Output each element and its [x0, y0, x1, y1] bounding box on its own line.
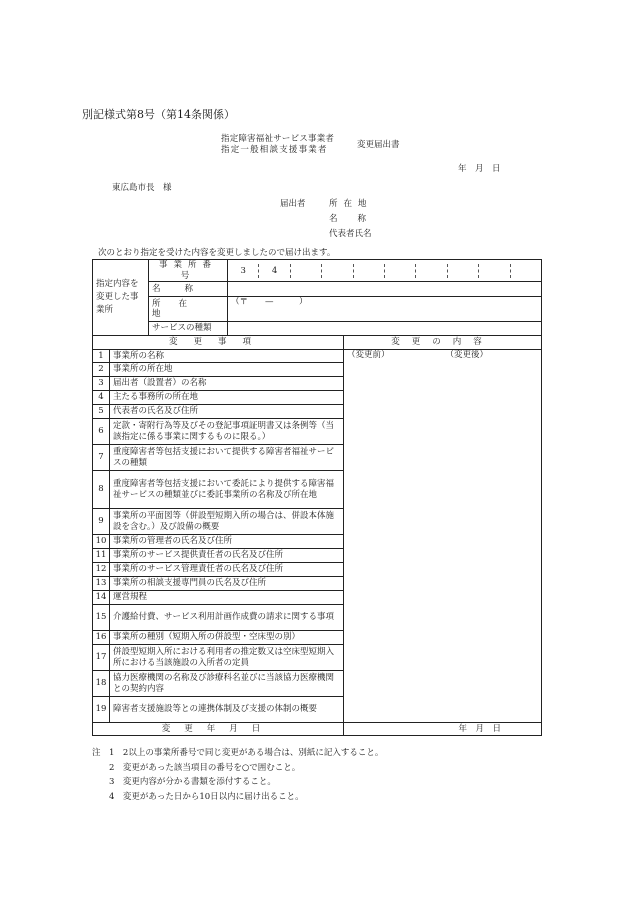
- item-text: 併設型短期入所における利用者の推定数又は空床型短期入所における当該施設の入所者の定員: [110, 645, 344, 671]
- item-number: 5: [93, 405, 110, 419]
- item-text: 事業所の平面図等（併設型短期入所の場合は、併設本体施設を含む。）及び設備の概要: [110, 509, 344, 535]
- service-type-field[interactable]: [228, 322, 542, 336]
- item-text: 重度障害者等包括支援において委託により提供する障害福祉サービスの種類並びに委託事業所の名称及び所在地: [110, 471, 344, 509]
- item-number: 2: [93, 363, 110, 377]
- item-text: 届出者（設置者）の名称: [110, 377, 344, 391]
- item-text: 事業所の種別（短期入所の併設型・空床型の別）: [110, 631, 344, 645]
- item-number: 16: [93, 631, 110, 645]
- office-number-digit[interactable]: 3: [228, 264, 259, 278]
- item-number: 10: [93, 535, 110, 549]
- item-number: 13: [93, 577, 110, 591]
- service-type-label: サービスの種類: [149, 322, 228, 336]
- item-number: 18: [93, 671, 110, 697]
- item-number: 14: [93, 591, 110, 605]
- item-text: 重度障害者等包括支援において提供する障害者福祉サービスの種類: [110, 445, 344, 471]
- note-line: 4 変更があった日から10日以内に届け出ること。: [92, 791, 304, 802]
- change-date-label: 変更年月日: [93, 723, 344, 736]
- item-number: 15: [93, 605, 110, 631]
- item-number: 7: [93, 445, 110, 471]
- item-number: 8: [93, 471, 110, 509]
- content-header: 変更の内容: [344, 336, 542, 350]
- addressee: 東広島市長 様: [112, 183, 172, 193]
- office-group-label: 指定内容を変更した事業所: [93, 260, 149, 336]
- submission-date: 年 月 日: [458, 164, 501, 174]
- items-header: 変更事項: [93, 336, 344, 350]
- after-label: （変更後）: [445, 350, 489, 360]
- office-number-digits: [228, 264, 541, 278]
- office-number-digit[interactable]: 4: [259, 264, 290, 278]
- office-location-label: 所在地: [149, 297, 228, 322]
- doc-type-line1: 指定障害福祉サービス事業者: [221, 134, 335, 144]
- applicant-label: 届出者: [280, 199, 306, 209]
- office-number-digit[interactable]: [479, 264, 510, 278]
- item-number: 6: [93, 419, 110, 445]
- item-text: 主たる事務所の所在地: [110, 391, 344, 405]
- office-number-digit[interactable]: [354, 264, 385, 278]
- office-number-digit[interactable]: [448, 264, 479, 278]
- note-line: 2 変更があった該当項目の番号を○で囲むこと。: [92, 762, 301, 773]
- item-text: 事業所の名称: [110, 350, 344, 363]
- form-title: 別記様式第8号（第14条関係）: [82, 108, 235, 121]
- note-line: 3 変更内容が分かる書類を添付すること。: [92, 777, 276, 787]
- applicant-address-label: 所在地: [329, 199, 373, 209]
- office-number-digit[interactable]: [511, 264, 541, 278]
- item-text: 協力医療機関の名称及び診療科名並びに当該協力医療機関との契約内容: [110, 671, 344, 697]
- item-text: 事業所の所在地: [110, 363, 344, 377]
- applicant-name-label: 名称: [329, 214, 387, 224]
- office-location-field[interactable]: [228, 297, 542, 322]
- change-date-field[interactable]: 年 月 日: [344, 723, 542, 736]
- document-title: 変更届出書: [357, 140, 400, 150]
- change-form-table: [92, 259, 542, 736]
- postal-code-field: （〒 — ）: [231, 297, 308, 307]
- item-number: 12: [93, 563, 110, 577]
- item-number: 17: [93, 645, 110, 671]
- office-number-digit[interactable]: [291, 264, 322, 278]
- intro-text: 次のとおり指定を受けた内容を変更しましたので届け出ます。: [98, 248, 336, 258]
- item-text: 事業所の管理者の氏名及び住所: [110, 535, 344, 549]
- item-text: 運営規程: [110, 591, 344, 605]
- office-number-digit[interactable]: [416, 264, 447, 278]
- item-text: 定款・寄附行為等及びその登記事項証明書又は条例等（当該指定に係る事業に関するものに限る。）: [110, 419, 344, 445]
- applicant-representative-label: 代表者氏名: [329, 229, 372, 239]
- office-number-field[interactable]: [228, 260, 542, 282]
- item-text: 事業所の相談支援専門員の氏名及び住所: [110, 577, 344, 591]
- office-number-digit[interactable]: [322, 264, 353, 278]
- note-line: 注 1 2以上の事業所番号で同じ変更がある場合は、別紙に記入すること。: [92, 748, 384, 758]
- item-number: 11: [93, 549, 110, 563]
- item-number: 3: [93, 377, 110, 391]
- item-text: 事業所のサービス管理責任者の氏名及び住所: [110, 563, 344, 577]
- item-text: 介護給付費、サービス利用計画作成費の請求に関する事項: [110, 605, 344, 631]
- office-name-label: 名称: [149, 282, 228, 297]
- item-number: 9: [93, 509, 110, 535]
- item-number: 4: [93, 391, 110, 405]
- item-number: 1: [93, 350, 110, 363]
- before-label: （変更前）: [347, 350, 390, 360]
- office-number-digit[interactable]: [385, 264, 416, 278]
- item-text: 障害者支援施設等との連携体制及び支援の体制の概要: [110, 697, 344, 723]
- item-text: 代表者の氏名及び住所: [110, 405, 344, 419]
- before-change-field[interactable]: [344, 350, 443, 723]
- item-text: 事業所のサービス提供責任者の氏名及び住所: [110, 549, 344, 563]
- after-change-field[interactable]: [443, 350, 542, 723]
- office-name-field[interactable]: [228, 282, 542, 297]
- item-number: 19: [93, 697, 110, 723]
- doc-type-line2: 指定一般相談支援事業者: [221, 145, 328, 155]
- notes: [92, 746, 383, 804]
- office-number-label: 事業所番号: [149, 260, 228, 282]
